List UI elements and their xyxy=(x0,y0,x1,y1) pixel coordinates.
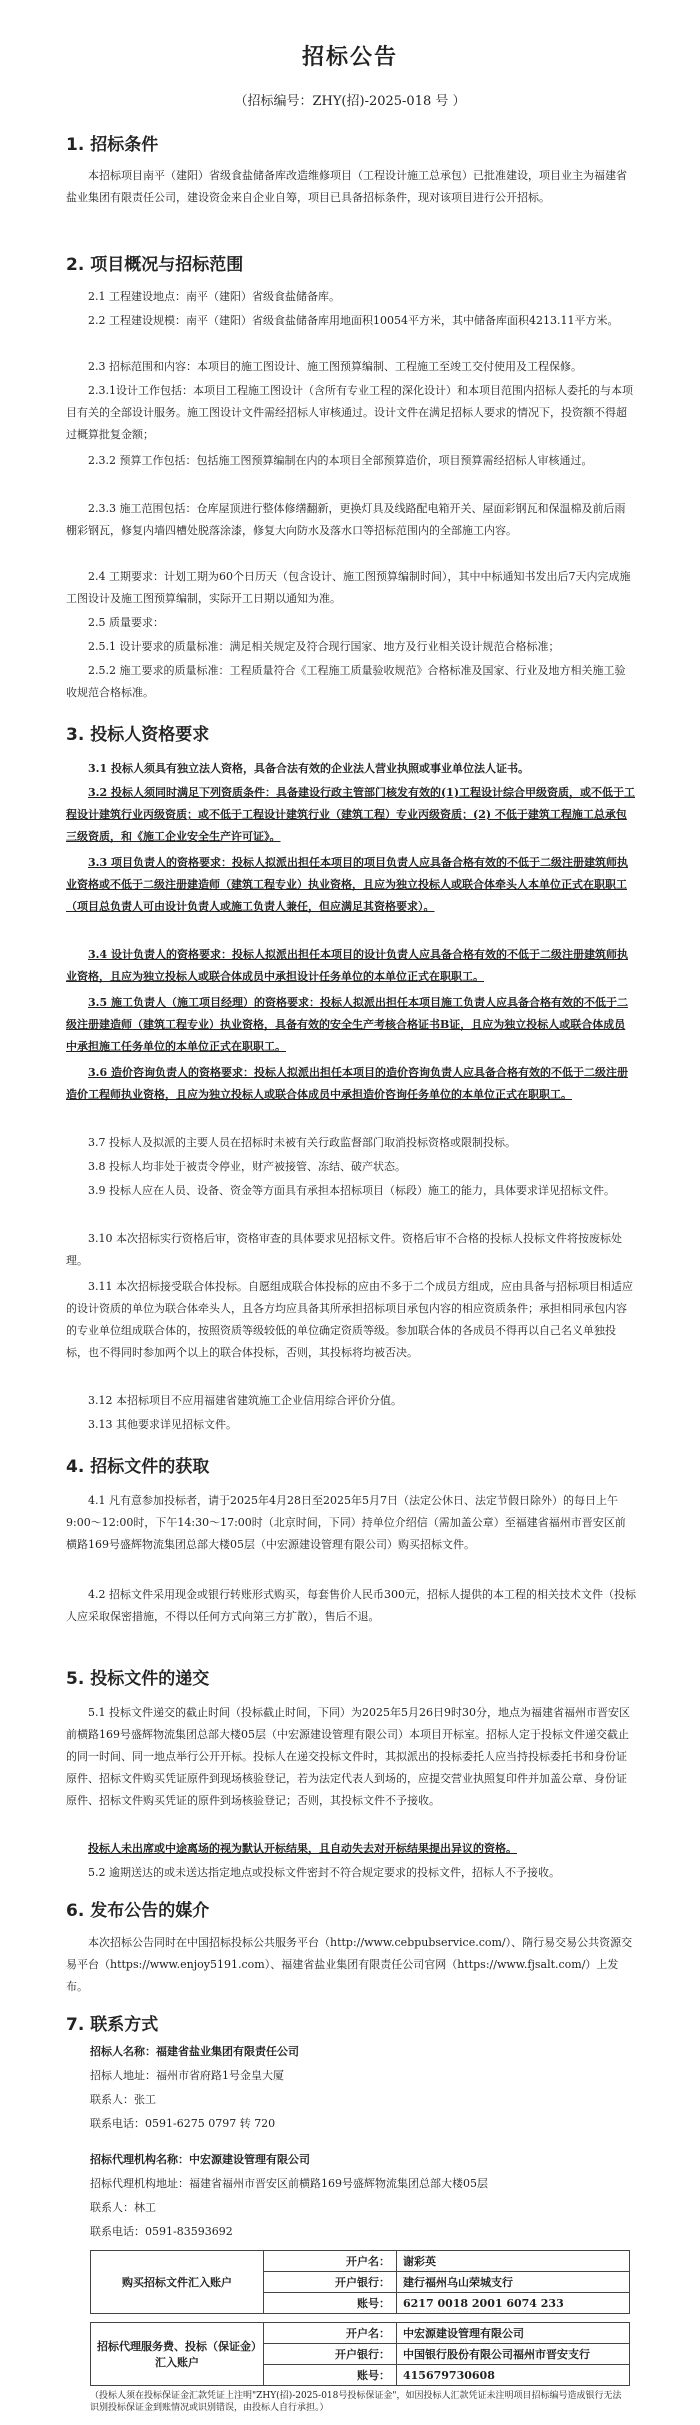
section-3-p13: 3.13 其他要求详见招标文件。 xyxy=(88,1418,237,1431)
section-3-p9: 3.9 投标人应在人员、设备、资金等方面具有承担本招标项目（标段）施工的能力，具体要求详见招标文件。 xyxy=(88,1184,615,1197)
tenderer-name-label: 招标人名称： xyxy=(90,2045,156,2058)
section-2-p5: 2.3.2 预算工作包括：包括施工图预算编制在内的本项目全部预算造价，项目预算需经招标人审核通过。 xyxy=(88,454,593,467)
account-bank-value: 建行福州乌山荣城支行 xyxy=(397,2272,630,2293)
tenderer-phone-label: 联系电话： xyxy=(90,2117,145,2130)
section-2-p4: 2.3.1设计工作包括：本项目工程施工图设计（含所有专业工程的深化设计）和本项目范围内招标人委托的与本项目有关的全部设计服务。施工图设计文件需经招标人审核通过。设计文件在满足招标人要求的情况下，投资额不得超过概算批复金额； xyxy=(66,384,633,441)
section-7-title: 7. 联系方式 xyxy=(66,2015,159,2035)
section-2-p1: 2.1 工程建设地点：南平（建阳）省级食盐储备库。 xyxy=(88,290,340,303)
guarantee-note: （投标人须在投标保证金汇款凭证上注明"ZHY(招)-2025-018号投标保证金"，如因投标人汇款凭证未注明项目招标编号造成银行无法识别投标保证金到账情况或识别错误，由投标人自行承担。） xyxy=(90,2391,622,2413)
section-3-p12: 3.12 本招标项目不应用福建省建筑施工企业信用综合评价分值。 xyxy=(88,1394,402,1407)
section-5-p2: 投标人未出席或中途离场的视为默认开标结果，且自动失去对开标结果提出异议的资格。 xyxy=(88,1842,517,1855)
agent-person: 林工 xyxy=(134,2201,156,2214)
section-1-body: 本招标项目南平（建阳）省级食盐储备库改造维修项目（工程设计施工总承包）已批准建设，项目业主为福建省盐业集团有限责任公司，建设资金来自企业自筹，项目已具备招标条件，现对该项目进行公开招标。 xyxy=(66,169,627,204)
agent-name-label: 招标代理机构名称： xyxy=(90,2153,189,2166)
fee-name-label: 开户名： xyxy=(264,2323,397,2344)
section-5-p3: 5.2 逾期送达的或未送达指定地点或投标文件密封不符合规定要求的投标文件，招标人不予接收。 xyxy=(88,1866,560,1879)
agent-phone-label: 联系电话： xyxy=(90,2225,145,2238)
fee-account-label-line2: 汇入账户 xyxy=(155,2356,199,2369)
section-1-title: 1. 招标条件 xyxy=(66,135,159,155)
section-3-p3: 3.3 项目负责人的资格要求：投标人拟派出担任本项目的项目负责人应具备合格有效的不低于二级注册建筑师执业资格或不低于二级注册建造师（建筑工程专业）执业资格，且应为独立投标人或联合体牵头人本单位正式在职职工（项目总负责人可由设计负责人或施工负责人兼任，但应满足其资格要求）。 xyxy=(66,856,628,913)
section-6-body: 本次招标公告同时在中国招标投标公共服务平台（http://www.cebpubservice.com/）、隋行易交易公共资源交易平台（https://www.enjoy5191.com）、福建省盐业集团有限责任公司官网（https://www.fjsalt.com/）上发布。 xyxy=(66,1936,633,1993)
fee-name-value: 中宏源建设管理有限公司 xyxy=(397,2323,630,2344)
agent-name: 中宏源建设管理有限公司 xyxy=(189,2153,310,2166)
fee-bank-label: 开户银行： xyxy=(264,2344,397,2365)
purchase-account-table xyxy=(90,2250,630,2314)
section-2-p2: 2.2 工程建设规模：南平（建阳）省级食盐储备库用地面积10054平方米，其中储备库面积4213.11平方米。 xyxy=(88,314,619,327)
agent-phone: 0591-83593692 xyxy=(145,2225,233,2238)
section-2-p10: 2.5.2 施工要求的质量标准：工程质量符合《工程施工质量验收规范》合格标准及国家、行业及地方相关施工验收规范合格标准。 xyxy=(66,664,626,699)
section-3-p8: 3.8 投标人均非处于被责令停业，财产被接管、冻结、破产状态。 xyxy=(88,1160,406,1173)
section-3-p10: 3.10 本次招标实行资格后审，资格审查的具体要求见招标文件。资格后审不合格的投标人投标文件将按废标处理。 xyxy=(66,1232,622,1267)
account-number-value: 6217 0018 2001 6074 233 xyxy=(397,2293,630,2314)
tenderer-addr-label: 招标人地址： xyxy=(90,2069,156,2082)
fee-bank-value: 中国银行股份有限公司福州市晋安支行 xyxy=(397,2344,630,2365)
tender-number: （招标编号：ZHY(招)-2025-018 号 ） xyxy=(234,94,466,109)
tenderer-addr: 福州市省府路1号金皇大厦 xyxy=(156,2069,284,2082)
section-5-title: 5. 投标文件的递交 xyxy=(66,1669,210,1689)
account-name-value: 谢彩英 xyxy=(397,2251,630,2272)
agent-person-label: 联系人： xyxy=(90,2201,134,2214)
agent-contact xyxy=(90,2148,488,2244)
purchase-account-label: 购买招标文件汇入账户 xyxy=(91,2251,264,2314)
section-3-p11: 3.11 本次招标接受联合体投标。自愿组成联合体投标的应由不多于二个成员方组成，应由具备与招标项目相适应的设计资质的单位为联合体牵头人，且各方均应具备其所承担招标项目承包内容的相应资质条件；承担相同承包内容的专业单位组成联合体的，按照资质等级较低的单位确定资质等级。参加联合体的各成员不得再以自己名义单独投标，也不得同时参加两个以上的联合体投标，否则，其投标将均被否决。 xyxy=(66,1280,633,1359)
fee-number-value: 415679730608 xyxy=(397,2365,630,2386)
fee-account-label xyxy=(91,2323,264,2386)
section-2-p9: 2.5.1 设计要求的质量标准：满足相关规定及符合现行国家、地方及行业相关设计规范合格标准； xyxy=(88,640,560,653)
account-bank-label: 开户银行： xyxy=(264,2272,397,2293)
section-2-title: 2. 项目概况与招标范围 xyxy=(66,255,244,275)
tenderer-contact xyxy=(90,2040,299,2136)
section-3-p5: 3.5 施工负责人（施工项目经理）的资格要求：投标人拟派出担任本项目施工负责人应具备合格有效的不低于二级注册建造师（建筑工程专业）执业资格，具备有效的安全生产考核合格证书B证，且应为独立投标人或联合体成员中承担施工任务单位的本单位正式在职职工。 xyxy=(66,996,628,1053)
section-2-p8: 2.5 质量要求： xyxy=(88,616,164,629)
section-3-p2: 3.2 投标人须同时满足下列资质条件：具备建设行政主管部门核发有效的(1)工程设计综合甲级资质，或不低于工程设计建筑行业丙级资质；或不低于工程设计建筑行业（建筑工程）专业丙级资质；(2) 不低于建筑工程施工总承包三级资质，和《施工企业安全生产许可证》。 xyxy=(66,786,636,843)
section-3-p1: 3.1 投标人须具有独立法人资格，具备合法有效的企业法人营业执照或事业单位法人证书。 xyxy=(88,762,529,775)
tenderer-person-label: 联系人： xyxy=(90,2093,134,2106)
section-5-p1: 5.1 投标文件递交的截止时间（投标截止时间，下同）为2025年5月26日9时30分，地点为福建省福州市晋安区前横路169号盛辉物流集团总部大楼05层（中宏源建设管理有限公司）本项目开标室。招标人定于投标文件递交截止的同一时间、同一地点举行公开开标。投标人在递交投标文件时，其拟派出的投标委托人应当持投标委托书和身份证原件、招标文件购买凭证原件到现场核验登记，若为法定代表人到场的，应提交营业执照复印件并加盖公章、身份证原件、招标文件购买凭证的原件到场核验登记；否则，其投标文件不予接收。 xyxy=(66,1706,630,1807)
fee-account-table xyxy=(90,2322,630,2386)
section-3-title: 3. 投标人资格要求 xyxy=(66,725,210,745)
section-4-p1: 4.1 凡有意参加投标者，请于2025年4月28日至2025年5月7日（法定公休日、法定节假日除外）的每日上午9:00～12:00时，下午14:30～17:00时（北京时间，下同）持单位介绍信（需加盖公章）至福建省福州市晋安区前横路169号盛辉物流集团总部大楼05层（中宏源建设管理有限公司）购买招标文件。 xyxy=(66,1494,626,1551)
fee-number-label: 账号： xyxy=(264,2365,397,2386)
section-2-p3: 2.3 招标范围和内容：本项目的施工图设计、施工图预算编制、工程施工至竣工交付使用及工程保修。 xyxy=(88,360,582,373)
section-4-p2: 4.2 招标文件采用现金或银行转账形式购买，每套售价人民币300元，招标人提供的本工程的相关技术文件（投标人应采取保密措施，不得以任何方式向第三方扩散），售后不退。 xyxy=(66,1588,636,1623)
section-3-p6: 3.6 造价咨询负责人的资格要求：投标人拟派出担任本项目的造价咨询负责人应具备合格有效的不低于二级注册造价工程师执业资格，且应为独立投标人或联合体成员中承担造价咨询任务单位的本单位正式在职职工。 xyxy=(66,1066,628,1101)
section-2-p6: 2.3.3 施工范围包括：仓库屋顶进行整体修缮翻新，更换灯具及线路配电箱开关、屋面彩钢瓦和保温棉及前后雨棚彩钢瓦，修复内墙四槽处脱落涂漆，修复大向防水及落水口等招标范围内的全部施工内容。 xyxy=(66,502,626,537)
section-6-title: 6. 发布公告的媒介 xyxy=(66,1901,210,1921)
tenderer-phone: 0591-6275 0797 转 720 xyxy=(145,2117,276,2130)
section-3-p7: 3.7 投标人及拟派的主要人员在招标时未被有关行政监督部门取消投标资格或限制投标。 xyxy=(88,1136,516,1149)
agent-addr: 福建省福州市晋安区前横路169号盛辉物流集团总部大楼05层 xyxy=(189,2177,488,2190)
account-number-label: 账号： xyxy=(264,2293,397,2314)
section-4-title: 4. 招标文件的获取 xyxy=(66,1457,210,1477)
tenderer-name: 福建省盐业集团有限责任公司 xyxy=(156,2045,299,2058)
agent-addr-label: 招标代理机构地址： xyxy=(90,2177,189,2190)
page-title: 招标公告 xyxy=(301,44,398,70)
account-name-label: 开户名： xyxy=(264,2251,397,2272)
tenderer-person: 张工 xyxy=(134,2093,156,2106)
section-2-p7: 2.4 工期要求：计划工期为60个日历天（包含设计、施工图预算编制时间），其中中标通知书发出后7天内完成施工图设计及施工图预算编制，实际开工日期以通知为准。 xyxy=(66,570,631,605)
section-3-p4: 3.4 设计负责人的资格要求：投标人拟派出担任本项目的设计负责人应具备合格有效的不低于二级注册建筑师执业资格，且应为独立投标人或联合体成员中承担设计任务单位的本单位正式在职职工。 xyxy=(66,948,628,983)
fee-account-label-line1: 招标代理服务费、投标（保证金） xyxy=(97,2340,262,2353)
